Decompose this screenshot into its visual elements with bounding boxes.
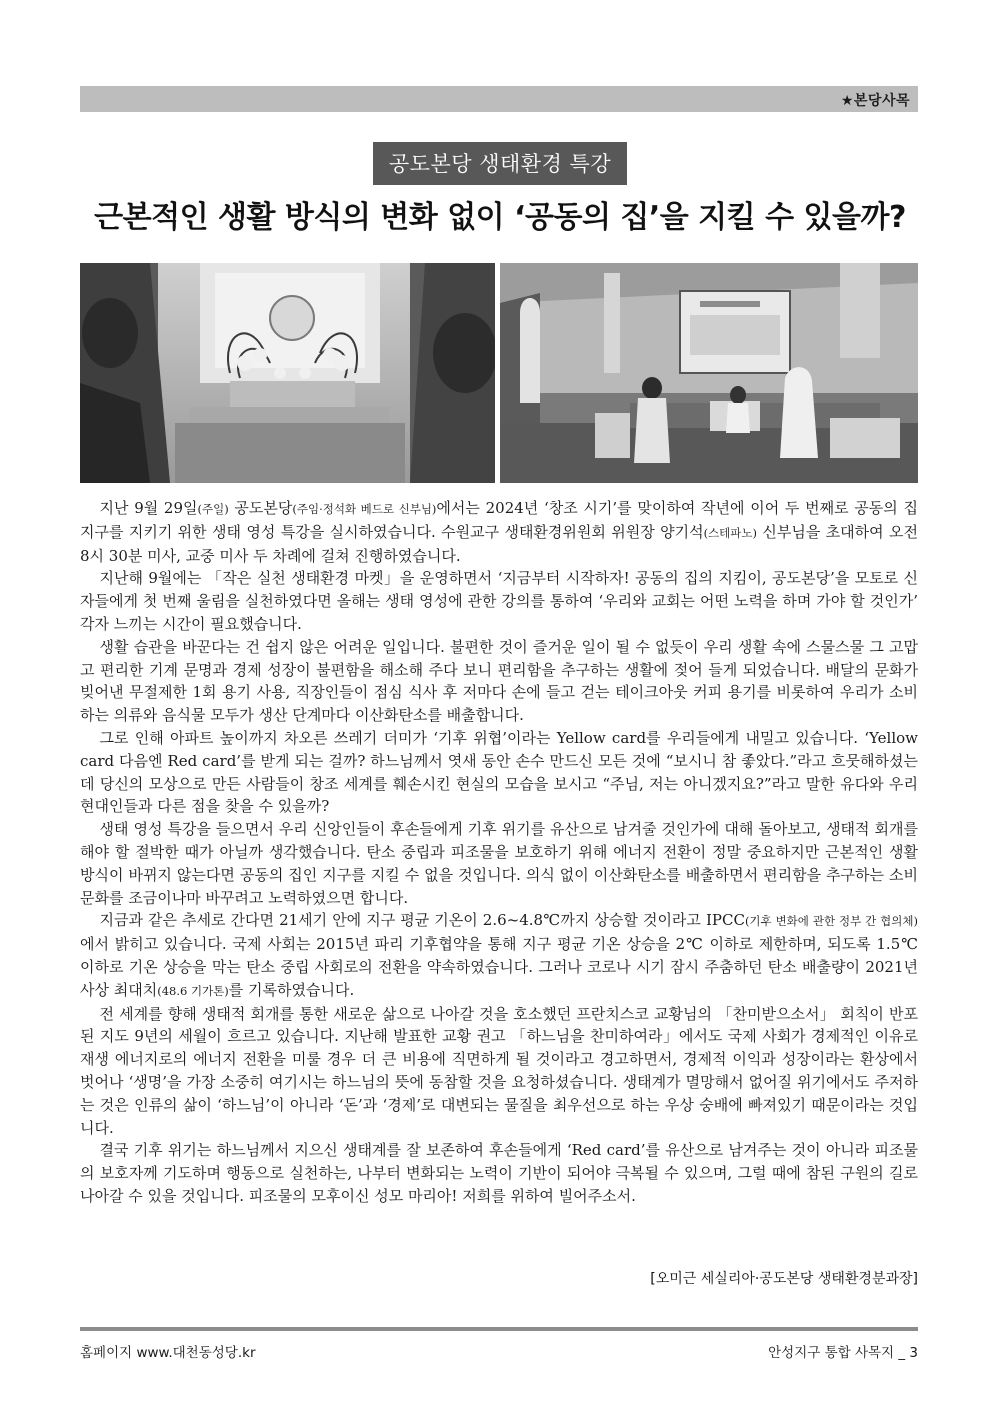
lecture-screen-photo [500, 263, 918, 483]
article-body [80, 497, 918, 1208]
text: 신부님을 초대하여 오전 8시 30분 미사, 교중 미사 두 차례에 걸쳐 진행하였습니다. [80, 522, 918, 565]
text: (주일) [197, 502, 229, 516]
text: 에서는 2024년 ‘창조 시기’를 맞이하여 작년에 이어 두 번째로 공동의 집 지구를 지키기 위한 생태 영성 특강을 실시하였습니다. 수원교구 생태환경위원회 위원장 양기석 [80, 499, 918, 541]
footer-page-label: 안성지구 통합 사목지 _ 3 [768, 1345, 918, 1361]
article-kicker: 공도본당 생태환경 특강 [373, 142, 627, 185]
paragraph [80, 497, 918, 567]
article-byline: [오미근 세실리아·공도본당 생태환경분과장] [650, 1271, 918, 1287]
text: 를 기록하였습니다. [228, 980, 355, 999]
paragraph: 지난해 9월에는 「작은 실천 생태환경 마켓」을 운영하면서 ‘지금부터 시작하자! 공동의 집의 지킴이, 공도본당’을 모토로 신자들에게 첫 번째 울림을 실천하였다면 올해는 생태 영성에 관한 강의를 통하여 ‘우리와 교회는 어떤 노력을 하며 가야 할 것인가’ 각자 느끼는 시간이 필요했습니다. [80, 569, 918, 633]
paragraph: 생태 영성 특강을 들으면서 우리 신앙인들이 후손들에게 기후 위기를 유산으로 남겨줄 것인가에 대해 돌아보고, 생태적 회개를 해야 할 절박한 때가 아닐까 생각했습니다. 탄소 중립과 피조물을 보호하기 위해 에너지 전환이 정말 중요하지만 근본적인 생활 방식이 바뀌지 않는다면 공동의 집인 지구를 지킬 수 없을 것입니다. 의식 없이 이산화탄소를 배출하면서 편리함을 추구하는 소비문화를 조금이나마 바꾸려고 노력하였으면 합니다. [80, 820, 918, 907]
paragraph [80, 909, 918, 1002]
text: (주임·정석화 베드로 신부님) [292, 502, 437, 516]
text: 공도본당 [228, 499, 293, 517]
article-headline: 근본적인 생활 방식의 변화 없이 ‘공동의 집’을 지킬 수 있을까? [94, 200, 906, 235]
paragraph: 전 세계를 향해 생태적 회개를 통한 새로운 삶으로 나아갈 것을 호소했던 프란치스코 교황님의 「찬미받으소서」 회칙이 반포된 지도 9년의 세월이 흐르고 있습니다. 지난해 발표한 교황 권고 「하느님을 찬미하여라」에서도 국제 사회가 경제적인 이유로 재생 에너지로의 에너지 전환을 미룰 경우 더 큰 비용에 직면하게 될 것이라고 경고하면서, 경제적 이익과 성장이라는 환상에서 벗어나 ‘생명’을 가장 소중히 여기시는 하느님의 뜻에 동참할 것을 요청하셨습니다. 생태계가 멸망해서 없어질 위기에서도 주저하는 것은 인류의 삶이 ‘하느님’이 아니라 ‘돈’과 ‘경제’로 대변되는 물질을 최우선으로 하는 우상 숭배에 빠져있기 때문이라는 것입니다. [80, 1004, 918, 1137]
section-tag: ★본당사목 [840, 93, 910, 109]
paragraph: 결국 기후 위기는 하느님께서 지으신 생태계를 잘 보존하여 후손들에게 ‘Red card’를 유산으로 남겨주는 것이 아니라 피조물의 보호자께 기도하며 행동으로 실천하는, 나부터 변화되는 노력이 기반이 되어야 극복될 수 있으며, 그럴 때에 참된 구원의 길로 나아갈 수 있을 것입니다. 피조물의 모후이신 성모 마리아! 저희를 위하여 빌어주소서. [80, 1141, 918, 1205]
text: (기후 변화에 관한 정부 간 협의체) [744, 914, 918, 929]
kicker-wrap [0, 142, 1000, 185]
section-header-bar [80, 86, 918, 112]
text: (스테파노) [703, 525, 757, 540]
paragraph: 생활 습관을 바꾼다는 건 쉽지 않은 어려운 일입니다. 불편한 것이 즐거운 일이 될 수 없듯이 우리 생활 속에 스물스물 그 고맙고 편리한 기계 문명과 경제 성장이 불편함을 해소해 주다 보니 편리함을 추구하는 생활에 젖어 들게 되었습니다. 배달의 문화가 빚어낸 무절제한 1회 용기 사용, 직장인들이 점심 식사 후 저마다 손에 들고 걷는 테이크아웃 커피 용기를 비롯하여 우리가 소비하는 의류와 음식물 모두가 생산 단계마다 이산화탄소를 배출합니다. [80, 637, 918, 725]
text: 지금과 같은 추세로 간다면 21세기 안에 지구 평균 기온이 2.6~4.8℃까지 상승할 것이라고 IPCC [99, 911, 745, 930]
text: 지난 9월 29일 [99, 499, 198, 517]
footer-divider [80, 1327, 918, 1331]
text: (48.6 기가톤) [157, 983, 229, 998]
paragraph: 그로 인해 아파트 높이까지 차오른 쓰레기 더미가 ‘기후 위협’이라는 Yellow card를 우리들에게 내밀고 있습니다. ‘Yellow card 다음엔 Red card’를 받게 되는 걸까? 하느님께서 엿새 동안 손수 만드신 모든 것에 “보시니 참 좋았다.”라고 흐뭇해하셨는데 당신의 모상으로 만든 사람들이 창조 세계를 훼손시킨 현실의 모습을 보시고 “주님, 저는 아니겠지요?”라고 말한 유다와 우리 현대인들과 다른 점을 찾을 수 있을까? [80, 728, 918, 816]
footer-homepage: 홈페이지 www.대천동성당.kr [80, 1345, 256, 1361]
text: 에서 밝히고 있습니다. 국제 사회는 2015년 파리 기후협약을 통해 지구 평균 기온 상승을 2℃ 이하로 제한하며, 되도록 1.5℃ 이하로 기온 상승을 막는 탄소 중립 사회로의 전환을 약속하였습니다. 그러나 코로나 시기 잠시 주춤하던 탄소 배출량이 2021년 사상 최대치 [80, 935, 918, 999]
altar-flowers-photo [80, 263, 495, 483]
